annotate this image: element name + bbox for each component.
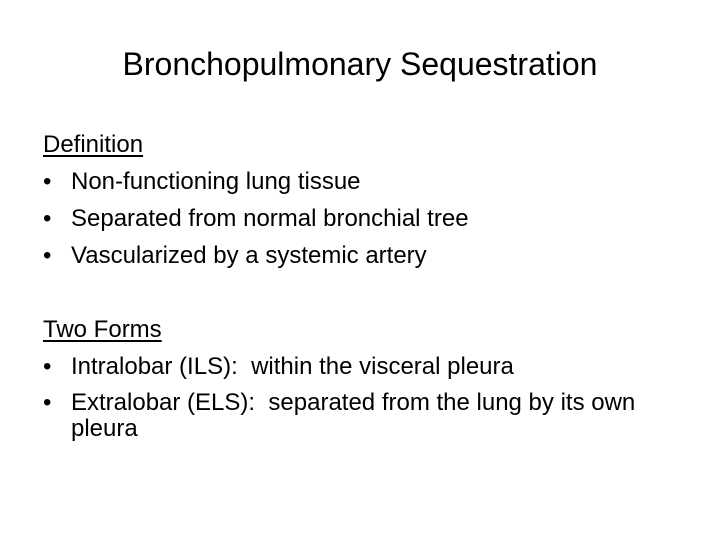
list-item-text: Non-functioning lung tissue (71, 168, 361, 195)
definition-heading: Definition (43, 131, 144, 158)
definition-list (43, 163, 703, 274)
list-item (43, 237, 703, 274)
bullet-icon: • (43, 205, 52, 232)
list-item (43, 385, 703, 442)
list-item-text: Intralobar (ILS): within the visceral pleura (71, 353, 514, 380)
bullet-icon: • (43, 389, 52, 416)
list-item (43, 200, 703, 237)
definition-section (43, 126, 703, 274)
list-item-text: Extralobar (ELS): separated from the lung by its own pleura (71, 389, 642, 442)
slide-title: Bronchopulmonary Sequestration (122, 46, 598, 82)
two-forms-section (43, 311, 703, 442)
list-item-text: Vascularized by a systemic artery (71, 242, 427, 269)
bullet-icon: • (43, 242, 52, 269)
bullet-icon: • (43, 168, 52, 195)
bullet-icon: • (43, 353, 52, 380)
two-forms-heading: Two Forms (43, 316, 162, 343)
two-forms-list (43, 348, 703, 442)
list-item (43, 163, 703, 200)
list-item-text: Separated from normal bronchial tree (71, 205, 469, 232)
list-item (43, 348, 703, 385)
